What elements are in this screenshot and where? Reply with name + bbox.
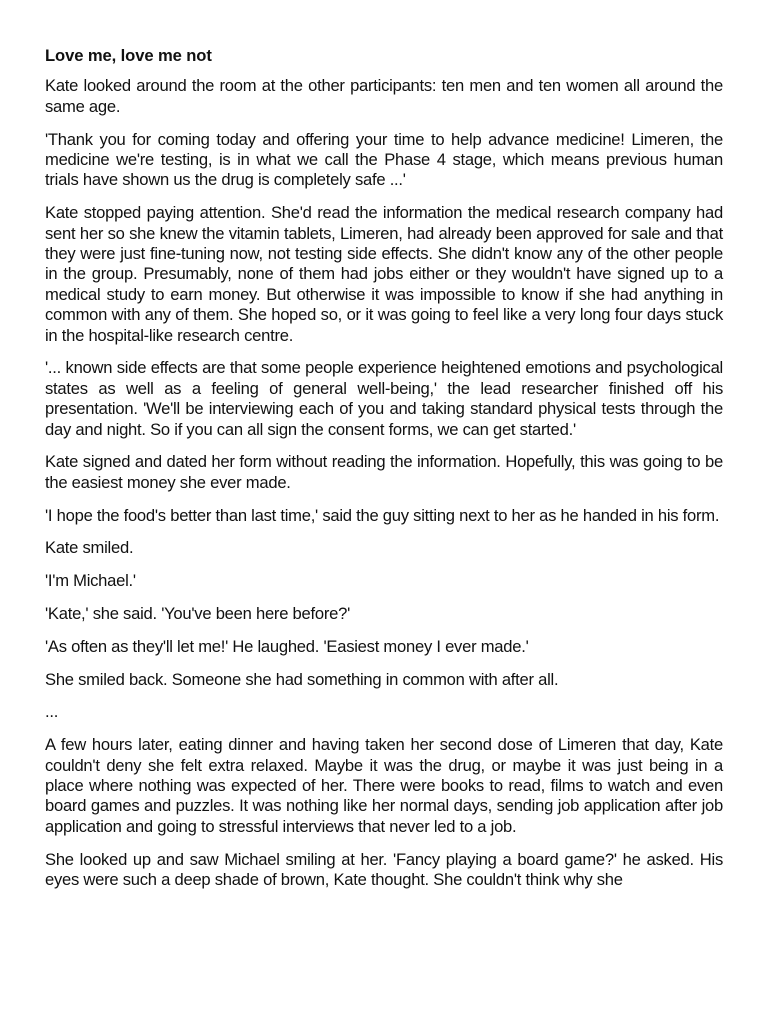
paragraph: She looked up and saw Michael smiling at her. 'Fancy playing a board game?' he asked. His eyes were such a deep shade of brown, Kate thought. She couldn't think why she	[45, 849, 723, 890]
paragraph: Kate smiled.	[45, 538, 134, 558]
paragraph: 'Kate,' she said. 'You've been here before?'	[45, 604, 350, 624]
paragraph: Kate stopped paying attention. She'd read the information the medical research company had sent her so she knew the vitamin tablets, Limeren, had already been approved for sale and that they were just fine-tuning now, not testing side effects. She didn't know any of the other people in the group. Presumably, none of them had jobs either or they wouldn't have signed up to a medical study to earn money. But otherwise it was impossible to know if she had anything in common with any of them. She hoped so, or it was going to feel like a very long four days stuck in the hospital-like research centre.	[45, 203, 723, 345]
story-title: Love me, love me not	[45, 46, 212, 65]
paragraph: 'Thank you for coming today and offering your time to help advance medicine! Limeren, the medicine we're testing, is in what we call the Phase 4 stage, which means previous human trials have shown us the drug is completely safe ...'	[45, 129, 723, 190]
paragraph: A few hours later, eating dinner and having taken her second dose of Limeren that day, Kate couldn't deny she felt extra relaxed. Maybe it was the drug, or maybe it was just being in a place where nothing was expected of her. There were books to read, films to watch and even board games and puzzles. It was nothing like her normal days, sending job application after job application and going to stressful interviews that never led to a job.	[45, 735, 723, 836]
paragraph: 'I'm Michael.'	[45, 571, 136, 591]
scene-break: ...	[45, 702, 59, 722]
paragraph: Kate signed and dated her form without reading the information. Hopefully, this was going to be the easiest money she ever made.	[45, 452, 723, 492]
paragraph: She smiled back. Someone she had something in common with after all.	[45, 669, 559, 689]
paragraph: 'As often as they'll let me!' He laughed. 'Easiest money I ever made.'	[45, 636, 529, 656]
paragraph: Kate looked around the room at the other participants: ten men and ten women all around the same age.	[45, 76, 723, 116]
paragraph: '... known side effects are that some people experience heightened emotions and psychological states as well as a feeling of general well-being,' the lead researcher finished off his presentation. 'We'll be interviewing each of you and taking standard physical tests through the day and night. So if you can all sign the consent forms, we can get started.'	[45, 358, 723, 439]
paragraph: 'I hope the food's better than last time,' said the guy sitting next to her as he handed in his form.	[45, 505, 720, 525]
document-page	[45, 46, 723, 903]
